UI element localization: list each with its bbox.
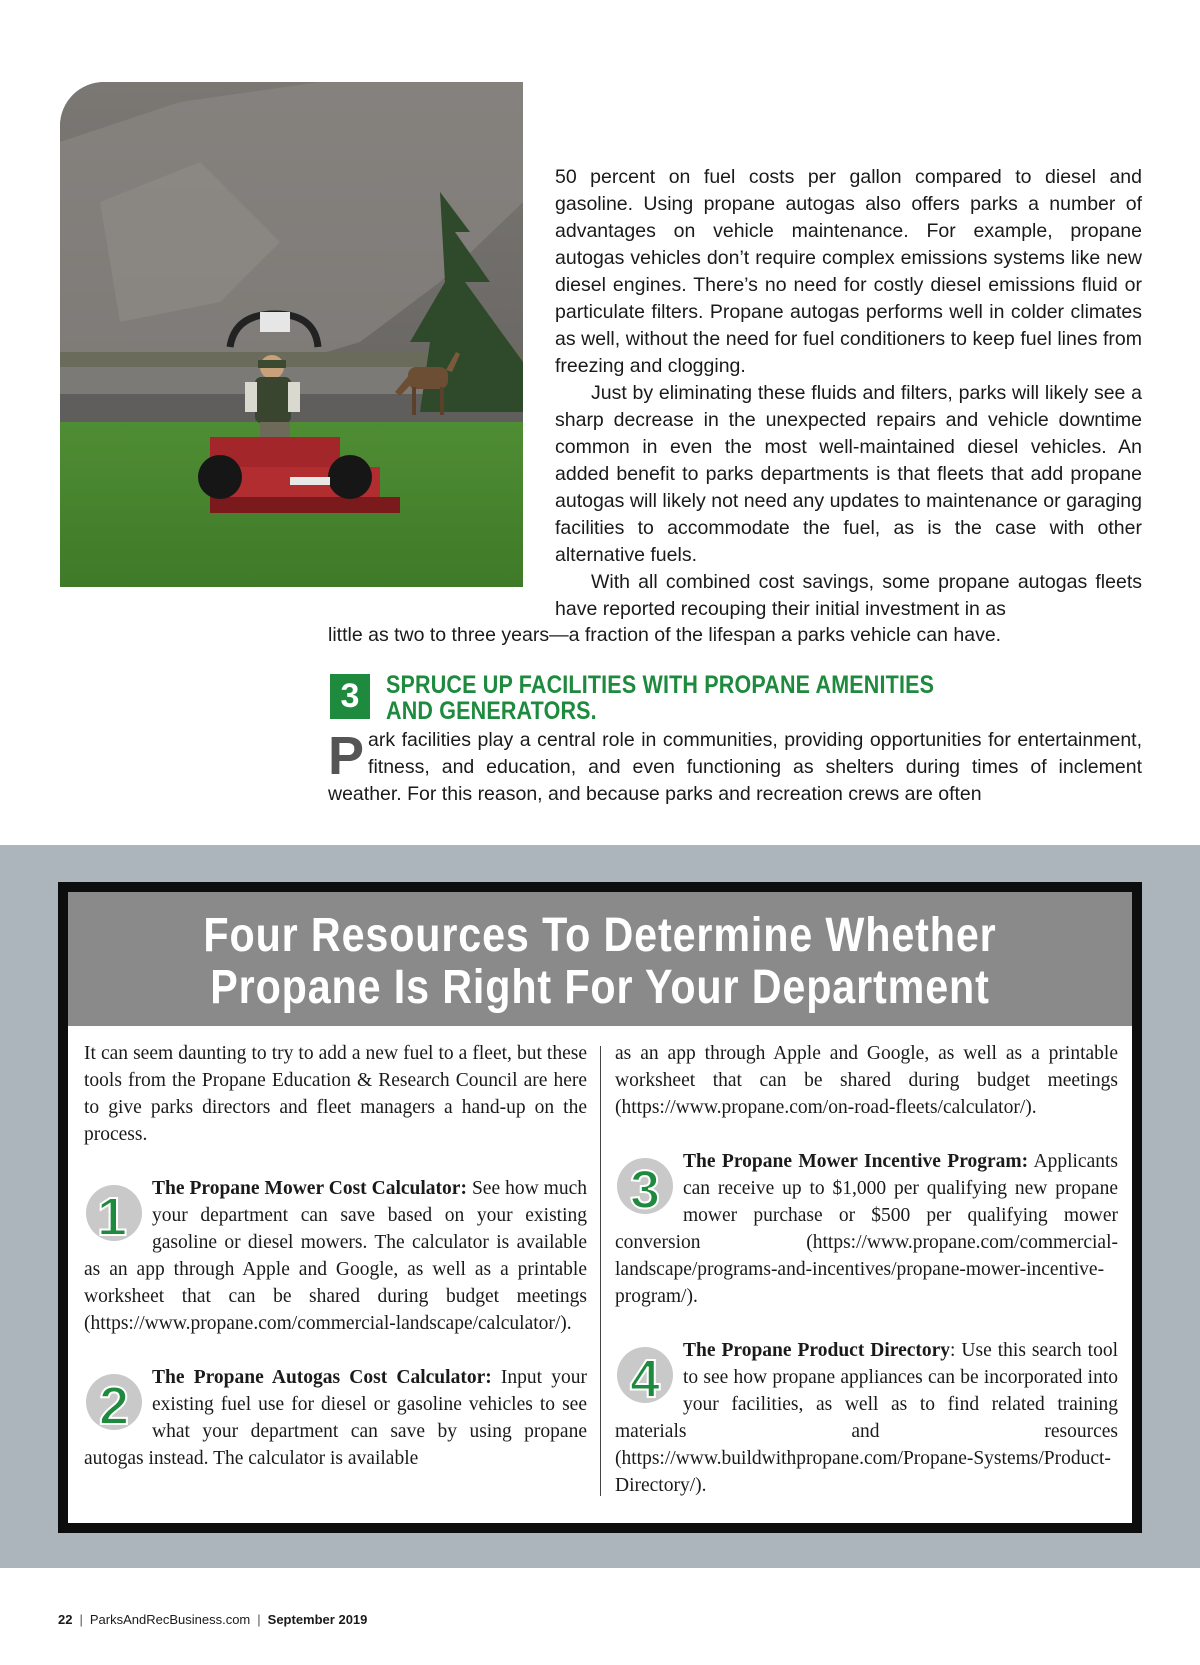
number-four-icon: [615, 1341, 677, 1407]
article-paragraph: With all combined cost savings, some propane autogas fleets have reported recouping their initial investment in as: [555, 571, 1142, 620]
resource-item: [615, 1337, 1118, 1499]
resource-item-text: Input your existing fuel use for diesel or gasoline vehicles to see what your department can save by using propane autogas instead. The calculator is available: [84, 1367, 587, 1469]
sidebar-title-line: Propane Is Right For Your Department: [210, 961, 990, 1014]
number-four-glyph: 4: [629, 1349, 661, 1407]
article-right-column: [555, 164, 1142, 623]
sidebar-header: [68, 892, 1132, 1026]
number-three-icon: [615, 1152, 677, 1218]
number-two-icon: [84, 1368, 146, 1434]
article-paragraph: 50 percent on fuel costs per gallon compared to diesel and gasoline. Using propane autogas also offers parks a number of advantages on vehicle maintenance. For example, propane autogas vehicles don’t require complex emissions systems like new diesel engines. There’s no need for costly diesel emissions fluid or particulate filters. Propane autogas performs well in colder climates as well, without the need for fuel conditioners to keep fuel lines from freezing and clogging.: [555, 166, 1142, 377]
sidebar-intro: It can seem daunting to try to add a new fuel to a fleet, but these tools from the Propane Education & Research Council are here to give parks directors and fleet managers a hand-up on the process.: [84, 1043, 587, 1145]
number-one-glyph: 1: [96, 1187, 128, 1245]
section-title-line: SPRUCE UP FACILITIES WITH PROPANE AMENITIES: [386, 671, 935, 699]
resource-item-continued: as an app through Apple and Google, as well as a printable worksheet that can be shared during budget meetings (https://www.propane.com/on-road-fleets/calculator/).: [615, 1043, 1118, 1118]
resource-item: [615, 1148, 1118, 1310]
resource-item-text: Applicants can receive up to $1,000 per qualifying new propane mower purchase or $500 per qualifying mower conversion (https://www.propane.com/commercial-landscape/programs-and-incentives/propane-mower-incentive-program/).: [615, 1151, 1118, 1307]
article-paragraph: Just by eliminating these fluids and filters, parks will likely see a sharp decrease in the unexpected repairs and vehicle downtime common in even the most well-maintained diesel vehicles. An added benefit to parks departments is that fleets that add propane autogas will likely not need any updates to maintenance or garaging facilities to accommodate the fuel, as is the case with other alternative fuels.: [555, 382, 1142, 566]
article-full-width-line: [328, 622, 1142, 649]
article-paragraph-end: little as two to three years—a fraction of the lifespan a parks vehicle can have.: [328, 624, 1002, 646]
footer-issue: September 2019: [267, 1612, 368, 1627]
sidebar-left-column: [84, 1040, 587, 1472]
resource-item-title: The Propane Mower Incentive Program:: [683, 1151, 1029, 1172]
resource-item: [84, 1175, 587, 1337]
section-title-line: AND GENERATORS.: [386, 697, 597, 725]
mower-photo: [60, 82, 523, 587]
page-number: 22: [58, 1612, 73, 1627]
number-three-glyph: 3: [629, 1160, 661, 1218]
column-divider: [600, 1046, 601, 1496]
sidebar-right-column: [615, 1040, 1118, 1499]
section-paragraph: [328, 727, 1142, 808]
section-title: [386, 672, 988, 724]
footer-site: ParksAndRecBusiness.com: [89, 1612, 251, 1627]
section-number: 3: [330, 674, 370, 719]
number-one-icon: [84, 1179, 146, 1245]
drop-cap: P: [328, 726, 365, 786]
resource-item-text: See how much your department can save based on your existing gasoline or diesel mowers. The calculator is available as an app through Apple and Google, as well as a printable worksheet that can be shared during budget meetings (https://www.propane.com/commercial-landscape/calculator/).: [84, 1178, 587, 1334]
section-paragraph-text: ark facilities play a central role in communities, providing opportunities for entertainment, fitness, and education, and even functioning as shelters during times of inclement weather. For this reason, and because parks and recreation crews are often: [328, 729, 1142, 805]
sidebar-title: [142, 892, 1057, 1014]
resource-item-title: The Propane Product Directory: [683, 1340, 951, 1361]
resource-item-title: The Propane Autogas Cost Calculator:: [152, 1367, 492, 1388]
resource-item-text: : Use this search tool to see how propane appliances can be incorporated into your facilities, as well as to find related training materials and resources (https://www.buildwithpropane.com/Propane-Systems/Product-Directory/).: [615, 1340, 1118, 1496]
page-footer: 22 | ParksAndRecBusiness.com | September 2019: [58, 1612, 368, 1627]
sidebar-title-line: Four Resources To Determine Whether: [203, 909, 997, 962]
number-two-glyph: 2: [98, 1376, 130, 1434]
resource-item-title: The Propane Mower Cost Calculator:: [152, 1178, 467, 1199]
resource-item: [84, 1364, 587, 1472]
